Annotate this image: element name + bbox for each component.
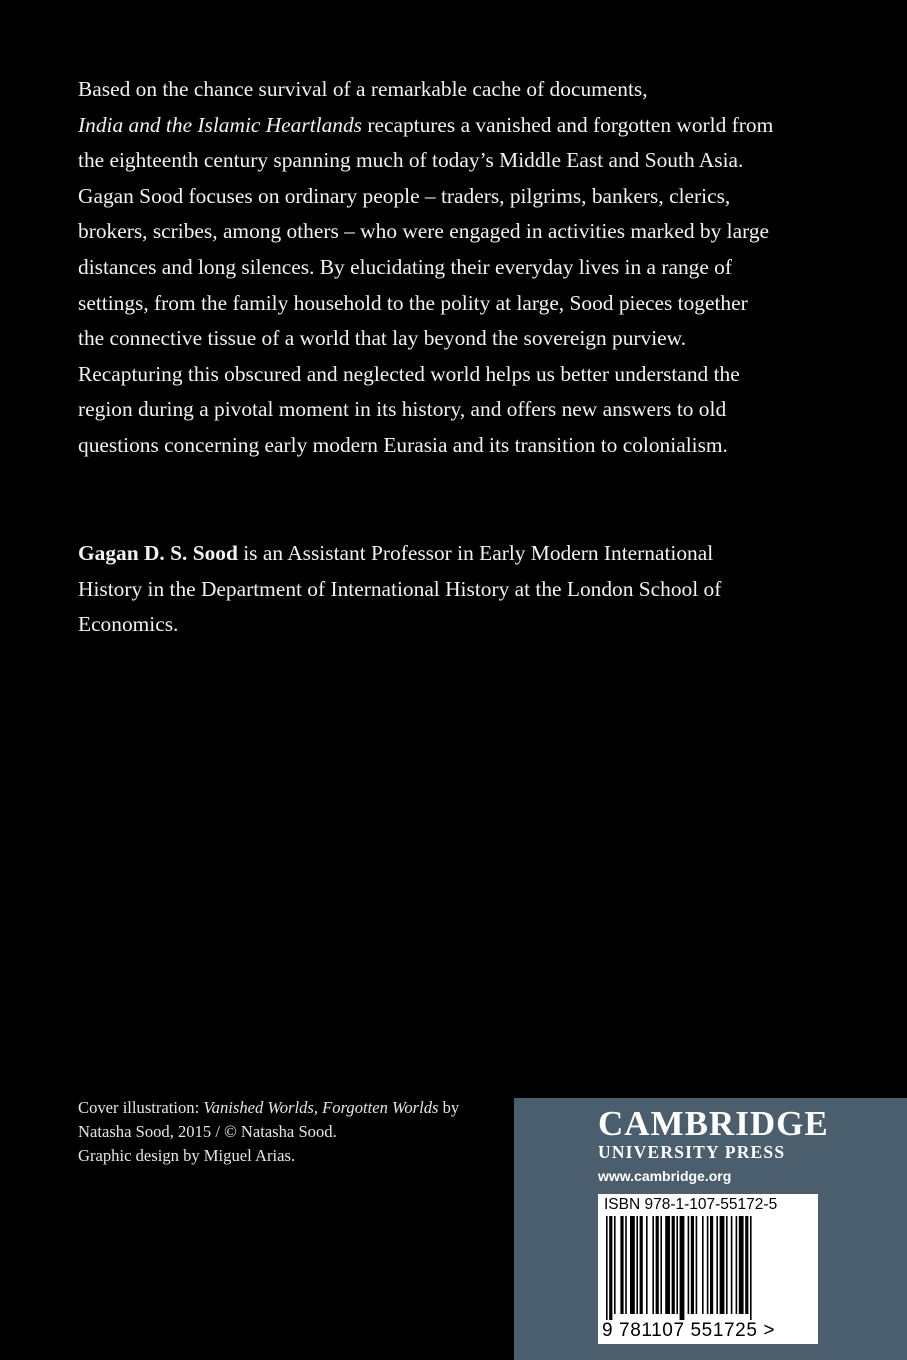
cover-credits bbox=[78, 1096, 498, 1168]
barcode-bar bbox=[652, 1216, 654, 1314]
publisher-subname: UNIVERSITY PRESS bbox=[598, 1142, 786, 1162]
barcode-bar bbox=[660, 1216, 662, 1314]
barcode-bar bbox=[665, 1216, 670, 1314]
book-title: India and the Islamic Heartlands bbox=[78, 112, 362, 137]
barcode-bar bbox=[710, 1216, 713, 1314]
barcode-bar bbox=[636, 1216, 638, 1314]
blurb-intro: Based on the chance survival of a remarkable cache of documents, bbox=[78, 77, 648, 101]
barcode-bar bbox=[609, 1216, 612, 1320]
artwork-title: Vanished Worlds, Forgotten Worlds bbox=[203, 1098, 439, 1117]
barcode-bar bbox=[745, 1216, 748, 1314]
publisher-panel bbox=[514, 1098, 907, 1360]
barcode-box bbox=[598, 1194, 818, 1344]
barcode-bar bbox=[676, 1216, 678, 1314]
barcode-icon bbox=[606, 1216, 810, 1320]
barcode-bar bbox=[614, 1216, 616, 1314]
barcode-bar bbox=[680, 1216, 685, 1320]
barcode-bar bbox=[707, 1216, 709, 1314]
barcode-bar bbox=[620, 1216, 623, 1314]
author-bio bbox=[78, 536, 778, 643]
barcode-bar bbox=[696, 1216, 698, 1314]
barcode-bar bbox=[739, 1216, 744, 1314]
barcode-bar bbox=[726, 1216, 728, 1314]
barcode-bar bbox=[606, 1216, 608, 1320]
barcode-bar bbox=[646, 1216, 648, 1314]
barcode-bar bbox=[691, 1216, 694, 1314]
barcode-bar bbox=[750, 1216, 752, 1320]
barcode-bar bbox=[720, 1216, 725, 1314]
publisher-name: CAMBRIDGE bbox=[598, 1104, 829, 1143]
description-paragraph bbox=[78, 72, 778, 464]
barcode-bar bbox=[640, 1216, 643, 1314]
credits-label: Cover illustration: bbox=[78, 1098, 204, 1117]
publisher-url: www.cambridge.org bbox=[598, 1168, 732, 1184]
barcode-bar bbox=[716, 1216, 718, 1314]
barcode-bar bbox=[731, 1216, 733, 1314]
barcode-bar bbox=[656, 1216, 659, 1314]
barcode-bar bbox=[672, 1216, 675, 1314]
author-bio-text: is an Assistant Professor in Early Modern International History in the Department of International History at the London School of Economics. bbox=[78, 541, 722, 637]
barcode-bar bbox=[736, 1216, 738, 1314]
author-bio-paragraph bbox=[78, 536, 778, 643]
barcode-bar bbox=[688, 1216, 690, 1314]
author-name: Gagan D. S. Sood bbox=[78, 541, 238, 565]
barcode-bar bbox=[625, 1216, 627, 1314]
artist-credit: by Natasha Sood, 2015 / © Natasha Sood. bbox=[78, 1098, 460, 1141]
barcode-bar bbox=[702, 1216, 704, 1314]
description-blurb bbox=[78, 72, 778, 464]
design-credit: Graphic design by Miguel Arias. bbox=[78, 1146, 296, 1165]
barcode-digits: 9 781107 551725 > bbox=[602, 1320, 776, 1341]
blurb-body: recaptures a vanished and forgotten world from the eighteenth century spanning much of today’s Middle East and South Asia. Gagan Sood focuses on ordinary people – traders, pilgrims, bankers, clerics, brokers, scribes, among others – who were engaged in activities marked by large distances and long silences. By elucidating their everyday lives in a range of settings, from the family household to the polity at large, Sood pieces together the connective tissue of a world that lay beyond the sovereign purview. Recapturing this obscured and neglected world helps us better understand the region during a pivotal moment in its history, and offers new answers to old questions concerning early modern Eurasia and its transition to colonialism. bbox=[78, 112, 774, 457]
barcode-bar bbox=[630, 1216, 635, 1314]
isbn-text: ISBN 978-1-107-55172-5 bbox=[604, 1196, 778, 1213]
